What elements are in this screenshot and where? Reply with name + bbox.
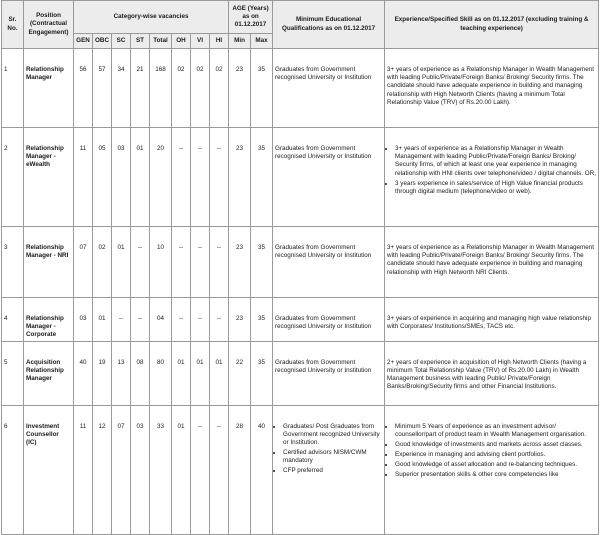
qualification-item: • CFP preferred xyxy=(283,467,382,475)
sr-cell: 3 xyxy=(2,227,24,298)
total-cell: 10 xyxy=(150,227,172,298)
experience-item: • 3+ years of experience as a Relationship Manager in Wealth Management with leading Public/Private/Foreign Banks/ Broking/ Security firms, of which at least one year experience in managing relationship with HNI clients over telephone/video / digital channels. OR, xyxy=(395,145,596,178)
age-min-cell: 23 xyxy=(229,49,251,128)
sr-cell: 6 xyxy=(2,405,24,534)
obc-cell: 02 xyxy=(93,227,112,298)
subheader-sc: SC xyxy=(112,34,131,49)
gen-cell: 03 xyxy=(74,298,93,342)
experience-cell xyxy=(385,128,599,227)
gen-cell: 07 xyxy=(74,227,93,298)
st-cell: 01 xyxy=(131,128,150,227)
header-qualification: Minimum Educational Qualifications as on 01.12.2017 xyxy=(273,1,385,49)
header-position: Position (Contractual Engagement) xyxy=(24,1,74,49)
oh-cell: -- xyxy=(172,298,191,342)
age-max-cell: 35 xyxy=(251,128,273,227)
experience-cell: 3+ years of experience as a Relationship Manager in Wealth Management with leading Public/Private/Foreign Banks/ Broking/ Security firms. The candidate should have adequate experience in building and managing relationship with High Networth NRI Clients. xyxy=(385,227,599,298)
qualification-cell xyxy=(273,405,385,534)
oh-cell: 01 xyxy=(172,341,191,405)
position-cell: Relationship Manager - eWealth xyxy=(24,128,74,227)
gen-cell: 11 xyxy=(74,405,93,534)
experience-item: • 3 years experience in sales/service of High Value financial products through digital medium (telephone/video or web). xyxy=(395,180,596,196)
gen-cell: 56 xyxy=(74,49,93,128)
vi-cell: -- xyxy=(191,128,210,227)
total-cell: 04 xyxy=(150,298,172,342)
obc-cell: 19 xyxy=(93,341,112,405)
age-min-cell: 23 xyxy=(229,298,251,342)
obc-cell: 57 xyxy=(93,49,112,128)
table-row xyxy=(2,298,599,342)
position-cell: Relationship Manager - Corporate xyxy=(24,298,74,342)
subheader-obc: OBC xyxy=(93,34,112,49)
vi-cell: -- xyxy=(191,405,210,534)
hi-cell: -- xyxy=(210,298,229,342)
experience-cell: 3+ years of experience in acquiring and managing high value relationship with Corporates/ Institutions/SMEs, TACS etc. xyxy=(385,298,599,342)
st-cell: -- xyxy=(131,227,150,298)
age-max-cell: 40 xyxy=(251,405,273,534)
experience-item: • Superior presentation skills & other core competencies like xyxy=(395,471,596,479)
experience-cell: 3+ years of experience as a Relationship Manager in Wealth Management with leading Public/Private/Foreign Banks/ Broking/ Security firms. The candidate should have adequate experience in building and managing relationship with High Networth Clients (having a minimum Total Relationship Value (TRV) of Rs.20.00 Lakh). xyxy=(385,49,599,128)
experience-item: • Experience in managing and advising client portfolios. xyxy=(395,451,596,459)
experience-cell: 2+ years of experience in acquisition of High Networth Clients (having a minimum Total Relationship Value (TRV) of Rs.20.00 Lakh) in Wealth Management business with leading Public/ Private/Foreign Banks/Broking/Security firms and other Financial Institutions. xyxy=(385,341,599,405)
hi-cell: 02 xyxy=(210,49,229,128)
sc-cell: 03 xyxy=(112,128,131,227)
header-sr: Sr. No. xyxy=(2,1,24,49)
position-cell: Relationship Manager - NRI xyxy=(24,227,74,298)
vi-cell: 01 xyxy=(191,341,210,405)
gen-cell: 11 xyxy=(74,128,93,227)
subheader-age-min: Min xyxy=(229,34,251,49)
sc-cell: 07 xyxy=(112,405,131,534)
qualification-cell: Graduates from Government recognised University or Institution xyxy=(273,298,385,342)
header-experience: Experience/Specified Skill as on 01.12.2017 (excluding training & teaching experience) xyxy=(385,1,599,49)
subheader-age-max: Max xyxy=(251,34,273,49)
gen-cell: 40 xyxy=(74,341,93,405)
age-max-cell: 35 xyxy=(251,49,273,128)
age-min-cell: 22 xyxy=(229,341,251,405)
table-row xyxy=(2,341,599,405)
hi-cell: 01 xyxy=(210,341,229,405)
age-min-cell: 28 xyxy=(229,405,251,534)
st-cell: 21 xyxy=(131,49,150,128)
subheader-gen: GEN xyxy=(74,34,93,49)
st-cell: -- xyxy=(131,298,150,342)
total-cell: 80 xyxy=(150,341,172,405)
position-cell: Relationship Manager xyxy=(24,49,74,128)
header-category: Category-wise vacancies xyxy=(74,1,229,34)
table-row xyxy=(2,49,599,128)
sr-cell: 4 xyxy=(2,298,24,342)
qualification-cell: Graduates from Government recognised University or Institution xyxy=(273,128,385,227)
experience-item: • Minimum 5 Years of experience as an investment advisor/ counsellor/part of product team in Wealth Management organisation. xyxy=(395,423,596,439)
hi-cell: -- xyxy=(210,227,229,298)
experience-list xyxy=(387,145,596,196)
oh-cell: -- xyxy=(172,128,191,227)
subheader-hi: HI xyxy=(210,34,229,49)
age-min-cell: 23 xyxy=(229,227,251,298)
table-row xyxy=(2,128,599,227)
header-row xyxy=(2,1,599,34)
position-cell: Investment Counsellor (IC) xyxy=(24,405,74,534)
age-min-cell: 23 xyxy=(229,128,251,227)
experience-cell xyxy=(385,405,599,534)
oh-cell: 01 xyxy=(172,405,191,534)
total-cell: 20 xyxy=(150,128,172,227)
experience-item: • Good knowledge of investments and markets across asset classes. xyxy=(395,441,596,449)
qualification-list xyxy=(275,423,382,476)
table-row xyxy=(2,227,599,298)
sc-cell: 13 xyxy=(112,341,131,405)
experience-list xyxy=(387,423,596,480)
subheader-total: Total xyxy=(150,34,172,49)
age-max-cell: 35 xyxy=(251,341,273,405)
sc-cell: 01 xyxy=(112,227,131,298)
qualification-cell: Graduates from Government recognised University or Institution xyxy=(273,341,385,405)
header-age: AGE (Years) as on 01.12.2017 xyxy=(229,1,273,34)
sr-cell: 2 xyxy=(2,128,24,227)
qualification-item: • Certified advisors NISM/CWM mandatory xyxy=(283,449,382,465)
total-cell: 168 xyxy=(150,49,172,128)
experience-item: • Good knowledge of asset allocation and re-balancing techniques. xyxy=(395,461,596,469)
vi-cell: -- xyxy=(191,227,210,298)
qualification-cell: Graduates from Government recognised University or Institution xyxy=(273,227,385,298)
hi-cell: -- xyxy=(210,128,229,227)
qualification-item: • Graduates/ Post Graduates from Government recognized University or Institution. xyxy=(283,423,382,448)
st-cell: 08 xyxy=(131,341,150,405)
position-cell: Acquisition Relationship Manager xyxy=(24,341,74,405)
obc-cell: 05 xyxy=(93,128,112,227)
sr-cell: 1 xyxy=(2,49,24,128)
oh-cell: -- xyxy=(172,227,191,298)
age-max-cell: 35 xyxy=(251,298,273,342)
sr-cell: 5 xyxy=(2,341,24,405)
oh-cell: 02 xyxy=(172,49,191,128)
qualification-cell: Graduates from Government recognised University or Institution xyxy=(273,49,385,128)
sc-cell: -- xyxy=(112,298,131,342)
hi-cell: -- xyxy=(210,405,229,534)
vacancy-table xyxy=(1,0,599,535)
total-cell: 33 xyxy=(150,405,172,534)
table-row xyxy=(2,405,599,534)
subheader-oh: OH xyxy=(172,34,191,49)
st-cell: 03 xyxy=(131,405,150,534)
obc-cell: 01 xyxy=(93,298,112,342)
vi-cell: -- xyxy=(191,298,210,342)
sc-cell: 34 xyxy=(112,49,131,128)
obc-cell: 12 xyxy=(93,405,112,534)
subheader-vi: VI xyxy=(191,34,210,49)
subheader-st: ST xyxy=(131,34,150,49)
age-max-cell: 35 xyxy=(251,227,273,298)
vi-cell: 02 xyxy=(191,49,210,128)
